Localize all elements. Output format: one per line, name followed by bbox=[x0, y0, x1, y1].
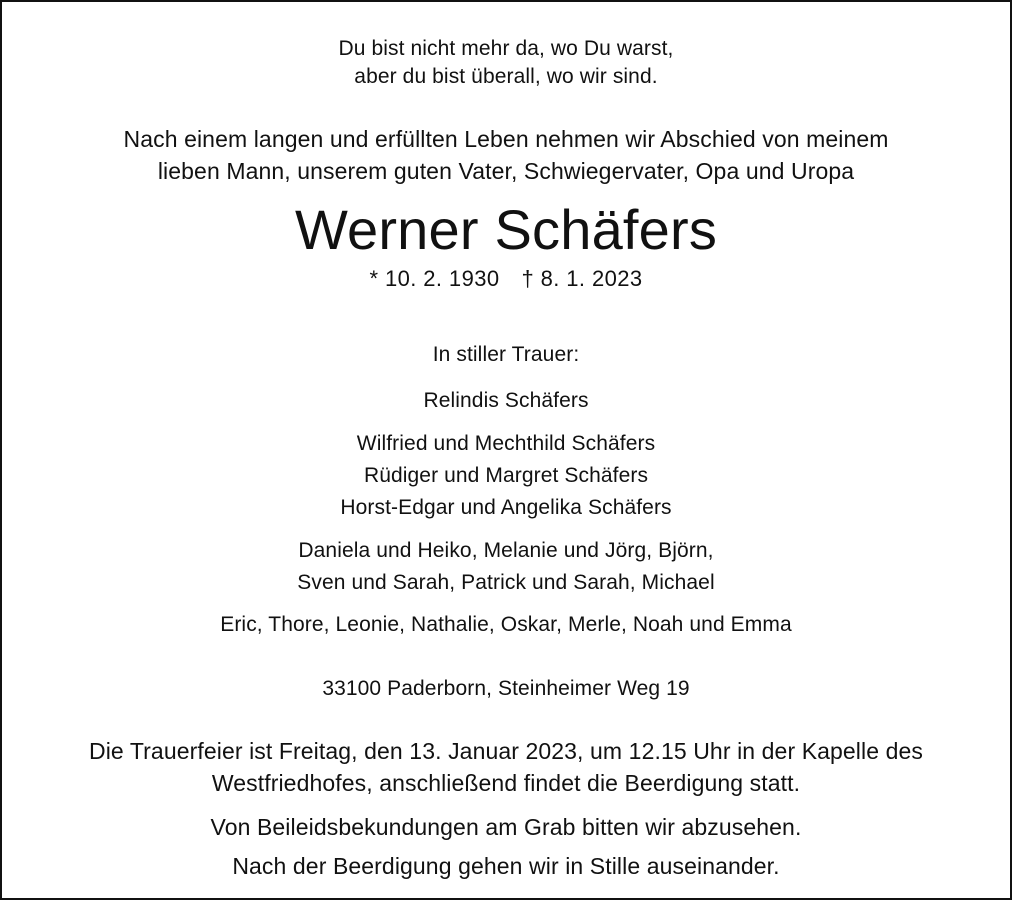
life-dates bbox=[2, 268, 1010, 290]
children-line-3: Horst-Edgar und Angelika Schäfers bbox=[340, 496, 672, 519]
intro-line-2: lieben Mann, unserem guten Vater, Schwiegervater, Opa und Uropa bbox=[157, 158, 855, 184]
motto-line-2: aber du bist überall, wo wir sind. bbox=[354, 65, 658, 88]
spouse-name: Relindis Schäfers bbox=[423, 389, 589, 412]
birth-date: * 10. 2. 1930 bbox=[369, 266, 500, 291]
children-line-1: Wilfried und Mechthild Schäfers bbox=[356, 432, 656, 455]
children-line-2: Rüdiger und Margret Schäfers bbox=[363, 464, 649, 487]
condolences-note: Von Beileidsbekundungen am Grab bitten wir abzusehen. bbox=[210, 814, 802, 840]
grandchildren-line-2: Sven und Sarah, Patrick und Sarah, Michael bbox=[297, 571, 715, 594]
motto-line-1: Du bist nicht mehr da, wo Du warst, bbox=[338, 37, 674, 60]
mourners-heading: In stiller Trauer: bbox=[432, 343, 580, 366]
ceremony-line-1: Die Trauerfeier ist Freitag, den 13. Januar 2023, um 12.15 Uhr in der Kapelle des bbox=[88, 738, 923, 764]
after-funeral-note: Nach der Beerdigung gehen wir in Stille auseinander. bbox=[232, 853, 780, 879]
death-date: † 8. 1. 2023 bbox=[521, 266, 643, 291]
ceremony-line-2: Westfriedhofes, anschließend findet die Beerdigung statt. bbox=[211, 770, 801, 796]
intro-line-1: Nach einem langen und erfüllten Leben nehmen wir Abschied von meinem bbox=[123, 126, 889, 152]
grandchildren-line-1: Daniela und Heiko, Melanie und Jörg, Björn, bbox=[298, 539, 714, 562]
mourning-address: 33100 Paderborn, Steinheimer Weg 19 bbox=[322, 677, 690, 700]
deceased-name: Werner Schäfers bbox=[294, 198, 718, 261]
great-grandchildren-line: Eric, Thore, Leonie, Nathalie, Oskar, Merle, Noah und Emma bbox=[220, 613, 792, 636]
